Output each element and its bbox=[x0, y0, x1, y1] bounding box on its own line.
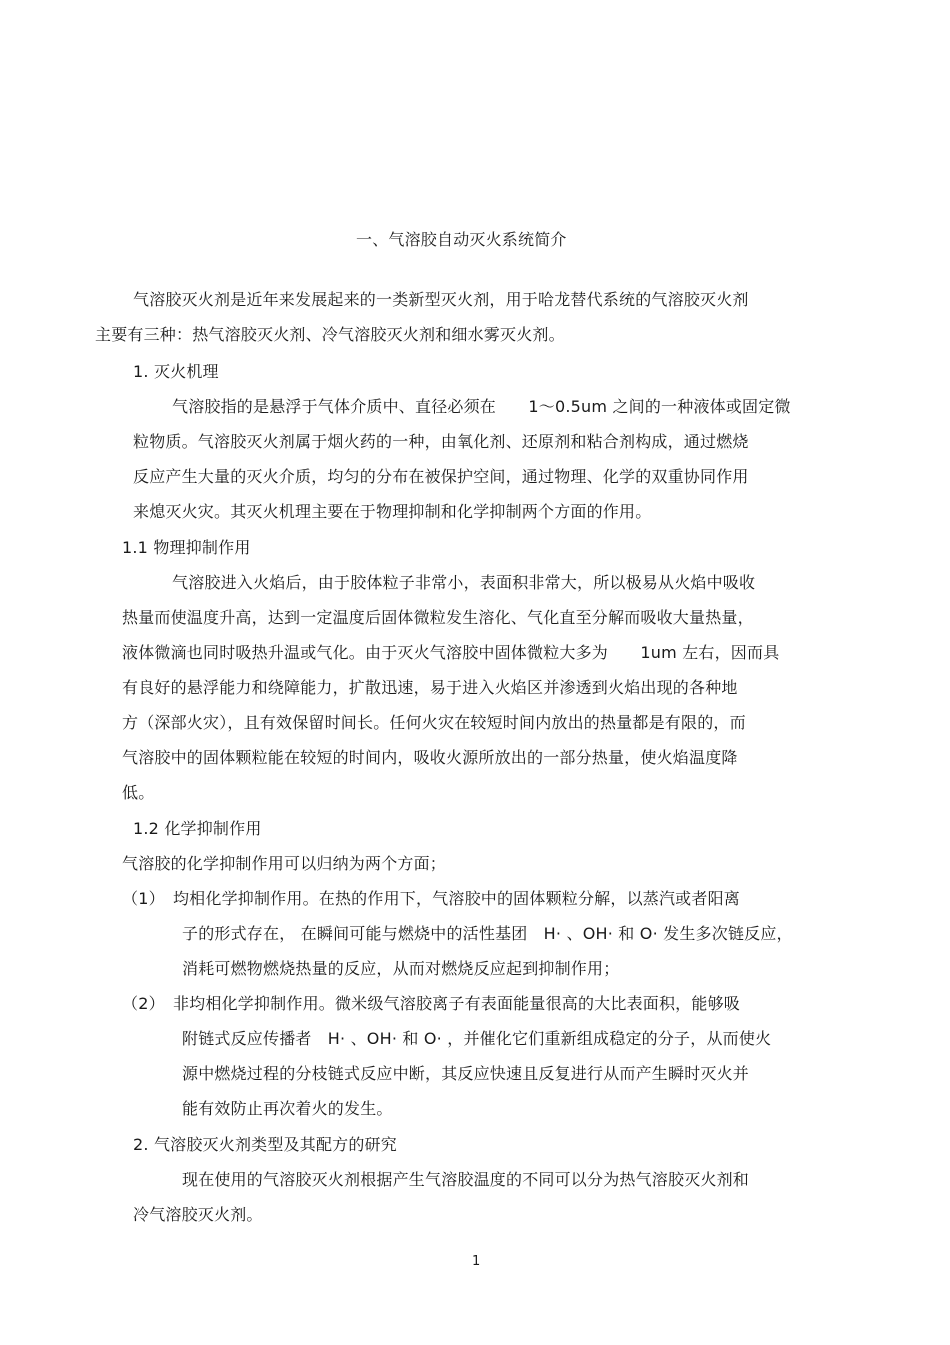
section-1-1-line-1: 气溶胶进入火焰后，由于胶体粒子非常小，表面积非常大，所以极易从火焰中吸收 bbox=[172, 573, 756, 592]
section-1-2-heading: 1.2 化学抑制作用 bbox=[133, 819, 262, 838]
section-1-2-lead: 气溶胶的化学抑制作用可以归纳为两个方面； bbox=[122, 854, 447, 873]
intro-line-2: 主要有三种：热气溶胶灭火剂、冷气溶胶灭火剂和细水雾灭火剂。 bbox=[95, 325, 565, 344]
section-1-line-2: 粒物质。气溶胶灭火剂属于烟火药的一种，由氧化剂、还原剂和粘合剂构成，通过燃烧 bbox=[133, 432, 749, 451]
section-1-1-line-6: 气溶胶中的固体颗粒能在较短的时间内，吸收火源所放出的一部分热量，使火焰温度降 bbox=[122, 748, 738, 767]
section-1-1-line-3: 液体微滴也同时吸热升温或气化。由于灭火气溶胶中固体微粒大多为 1um 左右，因而具 bbox=[122, 643, 780, 662]
item-2-line-2: 附链式反应传播者 H· 、OH· 和 O· ，并催化它们重新组成稳定的分子，从而使火 bbox=[182, 1029, 772, 1048]
item-1-line-2: 子的形式存在， 在瞬间可能与燃烧中的活性基团 H· 、OH· 和 O· 发生多次链反应， bbox=[182, 924, 793, 943]
page-title: 一、气溶胶自动灭火系统简介 bbox=[356, 230, 567, 249]
intro-line-1: 气溶胶灭火剂是近年来发展起来的一类新型灭火剂，用于哈龙替代系统的气溶胶灭火剂 bbox=[133, 290, 749, 309]
item-2-line-1: （2） 非均相化学抑制作用。微米级气溶胶离子有表面能量很高的大比表面积，能够吸 bbox=[122, 994, 740, 1013]
section-1-line-4: 来熄灭火灾。其灭火机理主要在于物理抑制和化学抑制两个方面的作用。 bbox=[133, 502, 652, 521]
page-number: 1 bbox=[472, 1254, 481, 1269]
item-2-line-3: 源中燃烧过程的分枝链式反应中断，其反应快速且反复进行从而产生瞬时灭火并 bbox=[182, 1064, 750, 1083]
section-1-line-3: 反应产生大量的灭火介质，均匀的分布在被保护空间，通过物理、化学的双重协同作用 bbox=[133, 467, 749, 486]
section-2-line-1: 现在使用的气溶胶灭火剂根据产生气溶胶温度的不同可以分为热气溶胶灭火剂和 bbox=[182, 1170, 750, 1189]
section-2-heading: 2. 气溶胶灭火剂类型及其配方的研究 bbox=[133, 1135, 397, 1154]
item-1-line-3: 消耗可燃物燃烧热量的反应，从而对燃烧反应起到抑制作用； bbox=[182, 959, 620, 978]
section-1-1-heading: 1.1 物理抑制作用 bbox=[122, 538, 251, 557]
item-1-line-1: （1） 均相化学抑制作用。在热的作用下，气溶胶中的固体颗粒分解，以蒸汽或者阳离 bbox=[122, 889, 740, 908]
section-1-line-1: 气溶胶指的是悬浮于气体介质中、直径必须在 1～0.5um 之间的一种液体或固定微 bbox=[172, 397, 791, 416]
section-1-heading: 1. 灭火机理 bbox=[133, 362, 219, 381]
section-1-1-line-2: 热量而使温度升高，达到一定温度后固体微粒发生溶化、气化直至分解而吸收大量热量， bbox=[122, 608, 754, 627]
section-1-1-line-5: 方（深部火灾），且有效保留时间长。任何火灾在较短时间内放出的热量都是有限的，而 bbox=[122, 713, 746, 732]
section-2-line-2: 冷气溶胶灭火剂。 bbox=[133, 1205, 263, 1224]
section-1-1-line-7: 低。 bbox=[122, 783, 155, 802]
section-1-1-line-4: 有良好的悬浮能力和绕障能力，扩散迅速，易于进入火焰区并渗透到火焰出现的各种地 bbox=[122, 678, 738, 697]
item-2-line-4: 能有效防止再次着火的发生。 bbox=[182, 1099, 393, 1118]
